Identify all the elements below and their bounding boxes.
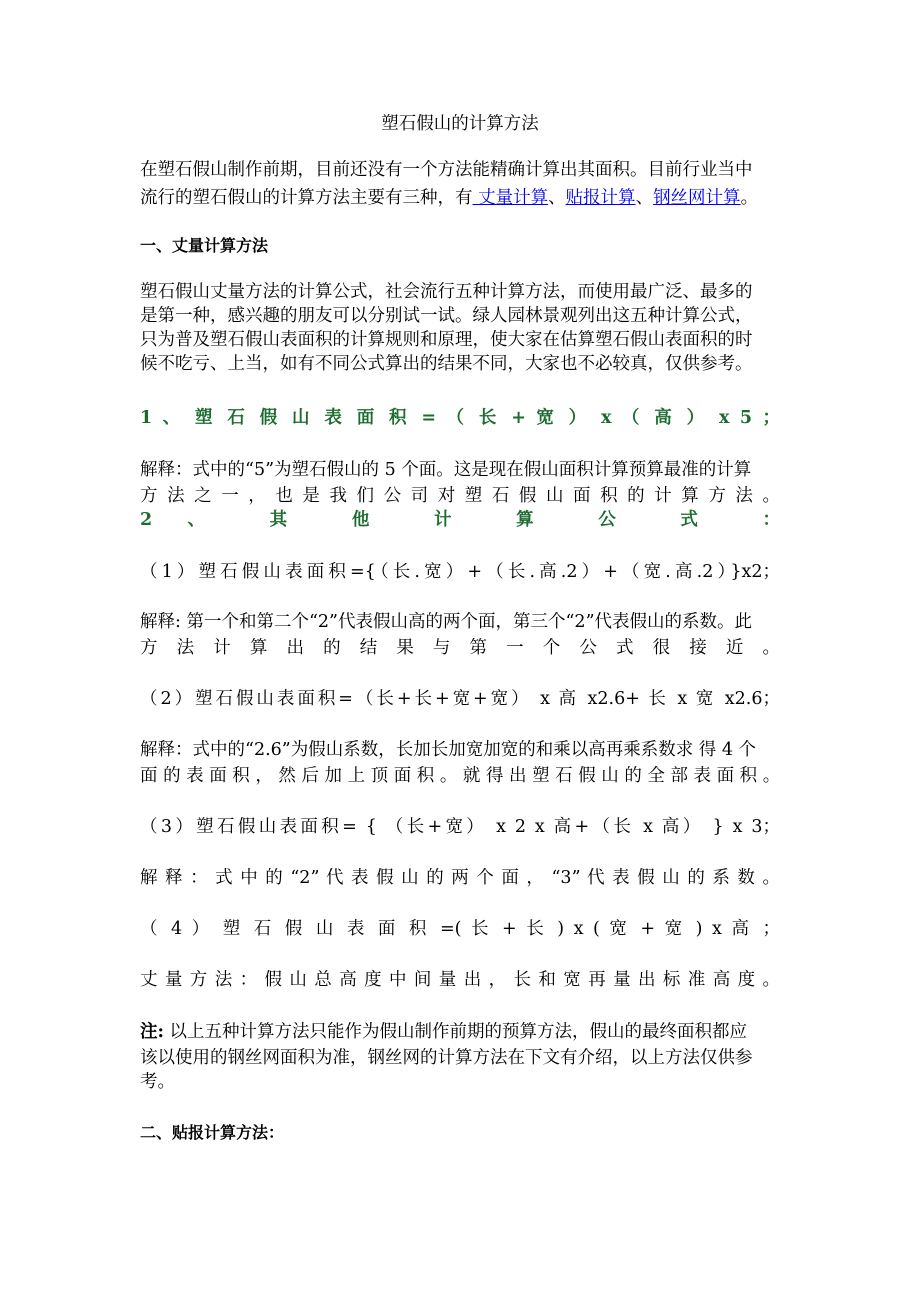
note-label: 注: (140, 1022, 164, 1042)
note-line-1-text: 以上五种计算方法只能作为假山制作前期的预算方法，假山的最终面积都应 (163, 1022, 748, 1042)
para1-line-4: 候不吃亏、上当，如有不同公式算出的结果不同，大家也不必较真，仅供参考。 (140, 354, 753, 374)
para1-line-3: 只为普及塑石假山表面积的计算规则和原理，使大家在估算塑石假山表面积的时 (140, 330, 753, 350)
explain-sub2-line-1: 解释：式中的“2.6”为假山系数，长加长加宽加宽的和乘以高再乘系数求 得 4 个 (140, 740, 757, 760)
section-2-heading: 二、贴报计算方法： (140, 1123, 285, 1142)
sub-formula-4: （ 4 ） 塑 石 假 山 表 面 积 =( 长 + 长 ) x ( 宽 + 宽 ) x 高 ； (140, 919, 780, 939)
intro-line-2 (140, 186, 780, 210)
sep-1: 、 (548, 188, 566, 208)
formula-2-heading: 2 、 其 他 计 算 公 式 ： (140, 510, 780, 530)
intro-line-2-prefix: 流行的塑石假山的计算方法主要有三种，有 (140, 188, 473, 208)
note-line-3: 考。 (140, 1072, 175, 1092)
explain-sub2-line-2: 面 的 表 面 积 ， 然 后 加 上 顶 面 积 。 就 得 出 塑 石 假 山 的 全 部 表 面 积 。 (140, 766, 781, 786)
sub-formula-3: （3）塑石假山表面积= { （长+宽） x 2 x 高+（长 x 高） } x 3； (140, 817, 780, 837)
intro-line-1: 在塑石假山制作前期，目前还没有一个方法能精确计算出其面积。目前行业当中 (140, 160, 753, 180)
explain-sub1-line-1: 解释: 第一个和第二个“2”代表假山高的两个面，第三个“2”代表假山的系数。此 (140, 612, 753, 632)
note-line-1 (140, 1020, 780, 1044)
explain1-line-2: 方 法 之 一 ， 也 是 我 们 公 司 对 塑 石 假 山 面 积 的 计 算 方 法 。 (140, 486, 780, 506)
explain-sub3: 解 释 ： 式 中 的 “2” 代 表 假 山 的 两 个 面 ， “3” 代 表 假 山 的 系 数 。 (140, 868, 780, 888)
formula-1: 1 、 塑 石 假 山 表 面 积 = （ 长 + 宽 ） x （ 高 ） x 5 ； (140, 408, 780, 428)
sub-formula-1: （1）塑石假山表面积={（长.宽）+（长.高.2）+（宽.高.2）}x2； (140, 562, 780, 582)
measure-method: 丈 量 方 法 ： 假 山 总 高 度 中 间 量 出 ， 长 和 宽 再 量 出 标 准 高 度 。 (140, 970, 780, 990)
sep-2: 、 (635, 188, 654, 208)
link-wire-mesh-calc[interactable]: 钢丝网计算 (653, 188, 741, 208)
link-measure-calc[interactable]: 丈量计算 (472, 188, 549, 208)
explain1-line-1: 解释：式中的“5”为塑石假山的 5 个面。这是现在假山面积计算预算最准的计算 (140, 460, 752, 480)
section-1-heading: 一、丈量计算方法 (140, 236, 269, 255)
para1-line-2: 是第一种，感兴趣的朋友可以分别试一试。绿人园林景观列出这五种计算公式， (140, 306, 753, 326)
explain-sub1-line-2: 方 法 计 算 出 的 结 果 与 第 一 个 公 式 很 接 近 。 (140, 638, 780, 658)
intro-line-2-suffix: 。 (740, 188, 759, 208)
page-title: 塑石假山的计算方法 (381, 114, 539, 134)
link-paper-calc[interactable]: 贴报计算 (565, 188, 636, 208)
para1-line-1: 塑石假山丈量方法的计算公式，社会流行五种计算方法，而使用最广泛、最多的 (140, 282, 753, 302)
sub-formula-2: （2）塑石假山表面积=（长+长+宽+宽） x 高 x2.6+ 长 x 宽 x2.6； (140, 689, 780, 709)
note-line-2: 该以使用的钢丝网面积为准，钢丝网的计算方法在下文有介绍，以上方法仅供参 (140, 1048, 753, 1068)
